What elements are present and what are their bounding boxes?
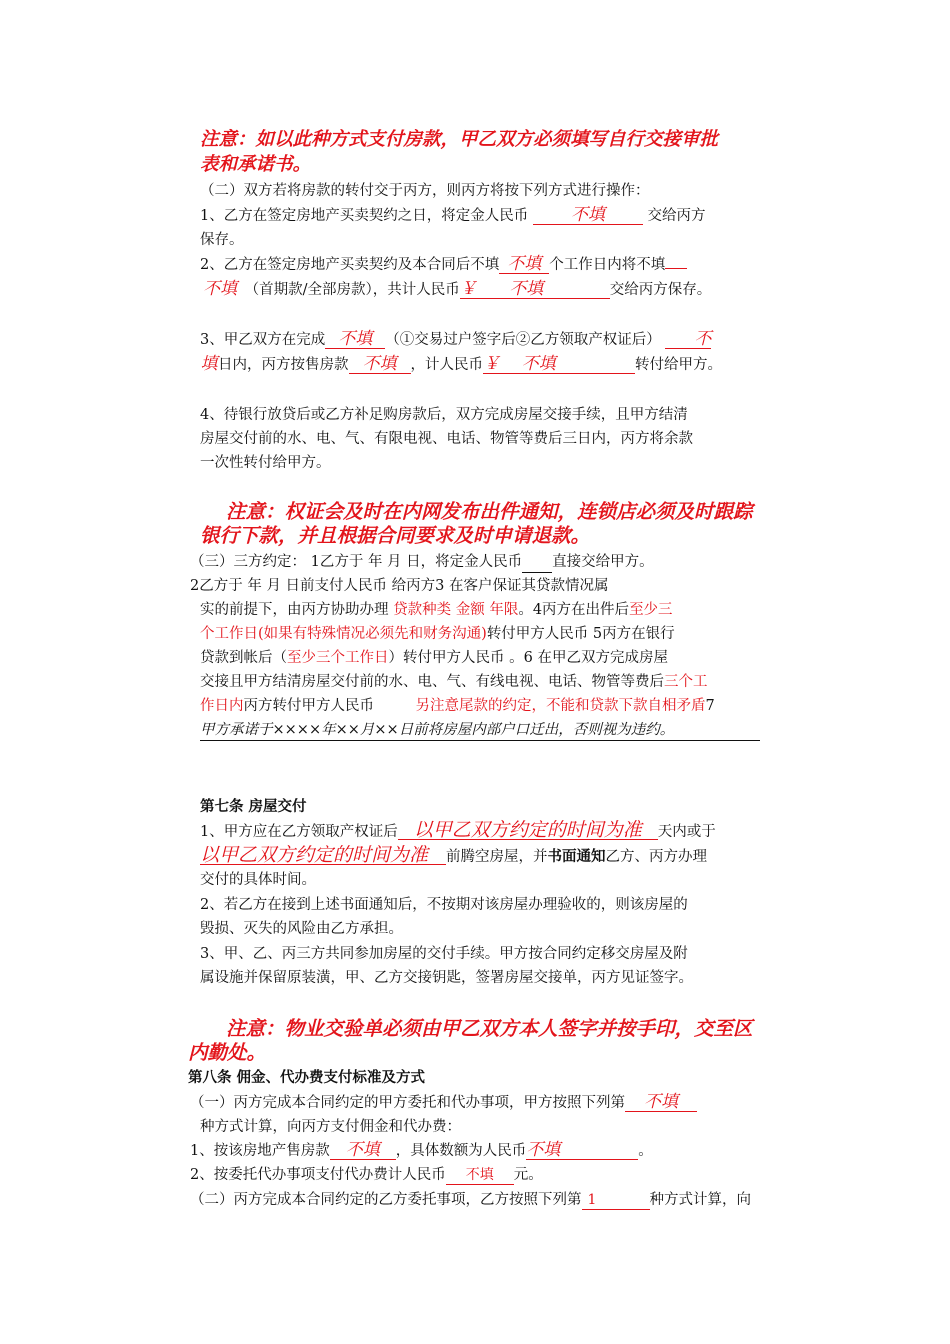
- sec3-line7: 作日内丙方转付甲方人民币 另注意尾款的约定，不能和贷款下款自相矛盾7: [200, 698, 715, 714]
- article8-line5: （二）丙方完成本合同约定的乙方委托事项，乙方按照下列第 1 种方式计算，向: [190, 1192, 751, 1208]
- vacate-date-field: 以甲乙双方约定的时间为准: [200, 846, 446, 865]
- note-payment-approval-cont: 表和承诺书。: [200, 154, 312, 175]
- sec2-item2-cont: 不填 （首期款/全部房款），共计人民币￥ 不填 交给丙方保存。: [200, 280, 711, 300]
- article8-title: 第八条 佣金、代办费支付标准及方式: [188, 1070, 426, 1086]
- vacate-days-field: 以甲乙双方约定的时间为准: [398, 821, 658, 840]
- sec3-line2: 2乙方于 年 月 日前支付人民币 给丙方3 在客户保证其贷款情况属: [190, 578, 609, 594]
- sale-ratio-field: 不填: [349, 355, 411, 374]
- sec2-item3-cont: 填日内，丙方按售房款 不填 ，计人民币￥ 不填 转付给甲方。: [200, 354, 722, 374]
- article7-title: 第七条 房屋交付: [200, 799, 307, 815]
- commission-method-field: 不填: [625, 1093, 697, 1112]
- sec2-item1-cont: 保存。: [200, 232, 244, 248]
- note-bank-loan-cont: 银行下款，并且根据合同要求及时申请退款。: [200, 524, 591, 547]
- article7-line6: 3、甲、乙、丙三方共同参加房屋的交付手续。甲方按合同约定移交房屋及附: [200, 946, 688, 962]
- sec3-line1: （三）三方约定： 1乙方于 年 月 日，将定金人民币 直接交给甲方。: [190, 552, 654, 573]
- article8-line4: 2、按委托代办事项支付代办费计人民币 不填 元。: [190, 1167, 543, 1183]
- article7-line5: 毁损、灭失的风险由乙方承担。: [200, 921, 403, 937]
- buyer-commission-method-field: 1: [582, 1191, 650, 1210]
- article7-line3: 交付的具体时间。: [200, 872, 316, 888]
- sec2-item4: 4、待银行放贷后或乙方补足购房款后，双方完成房屋交接手续，且甲方结清: [200, 407, 688, 423]
- article7-line2: 以甲乙双方约定的时间为准 前腾空房屋，并书面通知乙方、丙方办理: [200, 844, 707, 866]
- commission-rate-field: 不填: [330, 1141, 396, 1160]
- sec3-line6: 交接且甲方结清房屋交付前的水、电、气、有线电视、电话、物管等费后三个工: [200, 674, 708, 690]
- article7-line7: 属设施并保留原装潢，甲、乙方交接钥匙，签署房屋交接单，丙方见证签字。: [200, 970, 693, 986]
- sec3-line3: 实的前提下，由丙方协助办理 贷款种类 金额 年限。4丙方在出件后至少三: [200, 602, 673, 618]
- sec2-item4-cont2: 一次性转付给甲方。: [200, 455, 331, 471]
- transfer-amount-field: ￥ 不填: [483, 355, 635, 374]
- commission-amount-field: 不填: [526, 1141, 638, 1160]
- payment-type-field: 不填: [203, 279, 237, 299]
- workdays-field: 不填: [499, 255, 549, 274]
- sec3-line8-hukou-promise: 甲方承诺于××××年××月××日前将房屋内部户口迁出，否则视为违约。: [200, 720, 760, 741]
- sec2-item1: 1、乙方在签定房地产买卖契约之日，将定金人民币 不填 交给丙方: [200, 205, 706, 225]
- sec3-line4: 个工作日(如果有特殊情况必须先和财务沟通)转付甲方人民币 5丙方在银行: [200, 626, 675, 642]
- note-property-inspection-cont: 内勤处。: [188, 1041, 267, 1064]
- total-amount-field: ￥ 不填: [460, 280, 610, 299]
- agency-fee-field: 不填: [446, 1166, 514, 1185]
- article8-line1: （一）丙方完成本合同约定的甲方委托和代办事项，甲方按照下列第 不填: [190, 1093, 697, 1113]
- sec2-intro: （二）双方若将房款的转付交于丙方，则丙方将按下列方式进行操作：: [200, 183, 650, 199]
- deposit-amount-field: 不填: [533, 206, 643, 225]
- sec3-line5: 贷款到帐后（至少三个工作日）转付甲方人民币 。6 在甲乙双方完成房屋: [200, 650, 668, 666]
- note-bank-loan: 注意：权证会及时在内网发布出件通知，连锁店必须及时跟踪: [226, 500, 753, 523]
- article8-line2: 种方式计算，向丙方支付佣金和代办费：: [200, 1119, 461, 1135]
- article7-line4: 2、若乙方在接到上述书面通知后，不按期对该房屋办理验收的，则该房屋的: [200, 897, 688, 913]
- sec2-item3: 3、甲乙双方在完成 不填 （①交易过户签字后②乙方领取产权证后） 不: [200, 329, 712, 349]
- completion-stage-field: 不填: [325, 330, 385, 349]
- note-payment-approval: 注意：如以此种方式支付房款，甲乙双方必须填写自行交接审批: [200, 129, 719, 150]
- article8-line3: 1、按该房地产售房款 不填 ，具体数额为人民币不填 。: [190, 1140, 653, 1160]
- article7-line1: 1、甲方应在乙方领取产权证后 以甲乙双方约定的时间为准 天内或于: [200, 819, 716, 841]
- sec2-item2: 2、乙方在签定房地产买卖契约及本合同后不填 不填 个工作日内将不填: [200, 255, 687, 275]
- sec2-item4-cont1: 房屋交付前的水、电、气、有限电视、电话、物管等费后三日内，丙方将余款: [200, 431, 693, 447]
- note-property-inspection: 注意：物业交验单必须由甲乙双方本人签字并按手印，交至区: [226, 1017, 753, 1040]
